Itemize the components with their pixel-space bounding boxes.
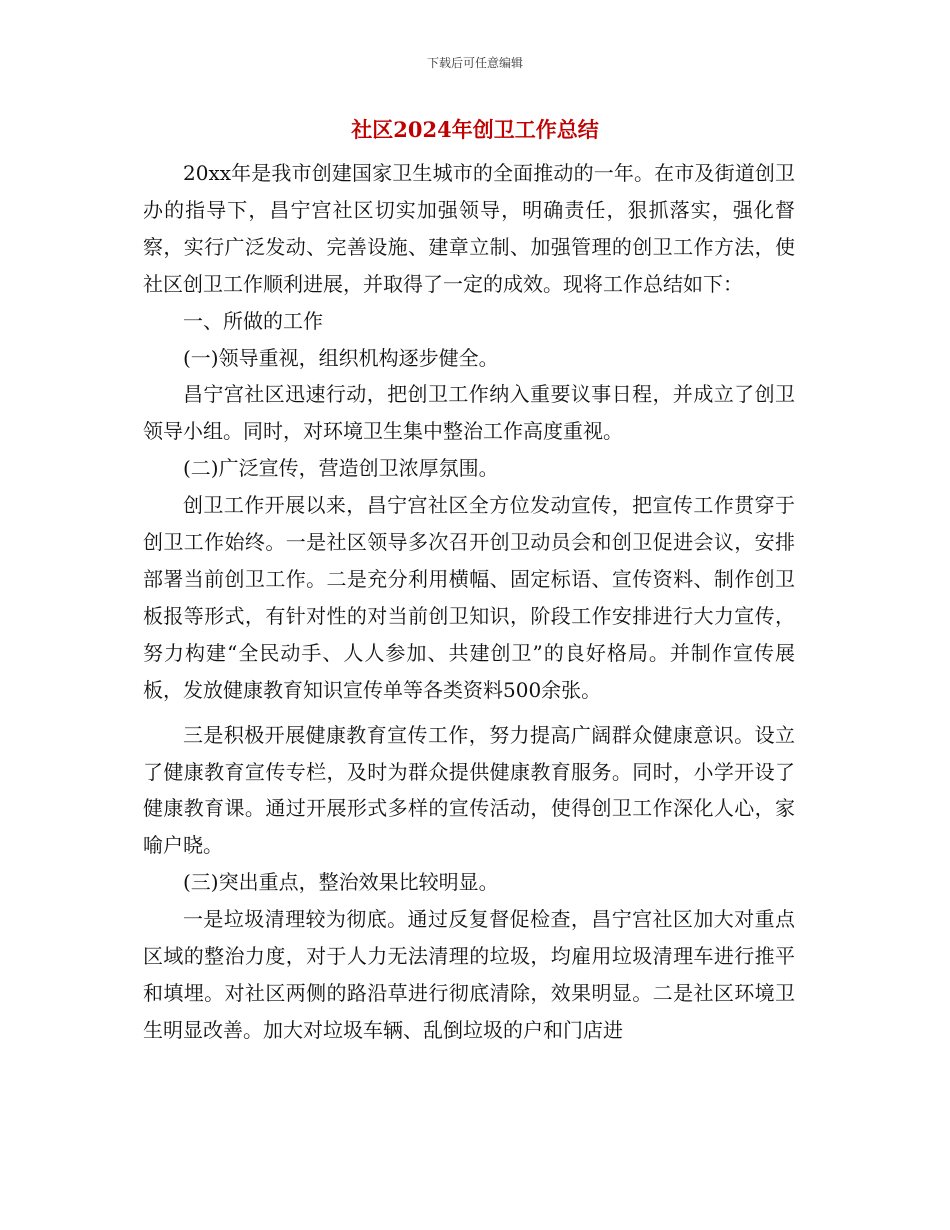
subheading-leadership: (一)领导重视，组织机构逐步健全。 [183, 345, 499, 370]
paragraph-rectification: 一是垃圾清理较为彻底。通过反复督促检查，昌宁宫社区加大对重点区域的整治力度，对于人力无法清理的垃圾，均雇用垃圾清理车进行推平和填埋。对社区两侧的路沿草进行彻底清除，效果明显。二是社区环境卫生明显改善。加大对垃圾车辆、乱倒垃圾的户和门店进 [143, 907, 795, 1042]
document-title: 社区2024年创卫工作总结 [351, 117, 599, 142]
section-heading-work-done: 一、所做的工作 [183, 308, 323, 333]
subheading-publicity: (二)广泛宣传，营造创卫浓厚氛围。 [183, 456, 499, 481]
page-header-note: 下载后可任意编辑 [426, 56, 523, 70]
document-body [143, 155, 795, 1049]
paragraph-publicity: 创卫工作开展以来，昌宁宫社区全方位发动宣传，把宣传工作贯穿于创卫工作始终。一是社区领导多次召开创卫动员会和创卫促进会议，安排部署当前创卫工作。二是充分利用横幅、固定标语、宣传资料、制作创卫板报等形式，有针对性的对当前创卫知识，阶段工作安排进行大力宣传，努力构建“全民动手、人人参加、共建创卫”的良好格局。并制作宣传展板，发放健康教育知识宣传单等各类资料500余张。 [143, 493, 795, 702]
paragraph-intro: 20xx年是我市创建国家卫生城市的全面推动的一年。在市及街道创卫办的指导下，昌宁宫社区切实加强领导，明确责任，狠抓落实，强化督察，实行广泛发动、完善设施、建章立制、加强管理的创卫工作方法，使社区创卫工作顺利进展，并取得了一定的成效。现将工作总结如下： [143, 161, 795, 296]
subheading-key-rectification: (三)突出重点，整治效果比较明显。 [183, 870, 499, 895]
paragraph-health-education: 三是积极开展健康教育宣传工作，努力提高广阔群众健康意识。设立了健康教育宣传专栏，及时为群众提供健康教育服务。同时，小学开设了健康教育课。通过开展形式多样的宣传活动，使得创卫工作深化人心，家喻户晓。 [143, 722, 795, 858]
paragraph-leadership: 昌宁宫社区迅速行动，把创卫工作纳入重要议事日程，并成立了创卫领导小组。同时，对环境卫生集中整治工作高度重视。 [143, 382, 795, 444]
